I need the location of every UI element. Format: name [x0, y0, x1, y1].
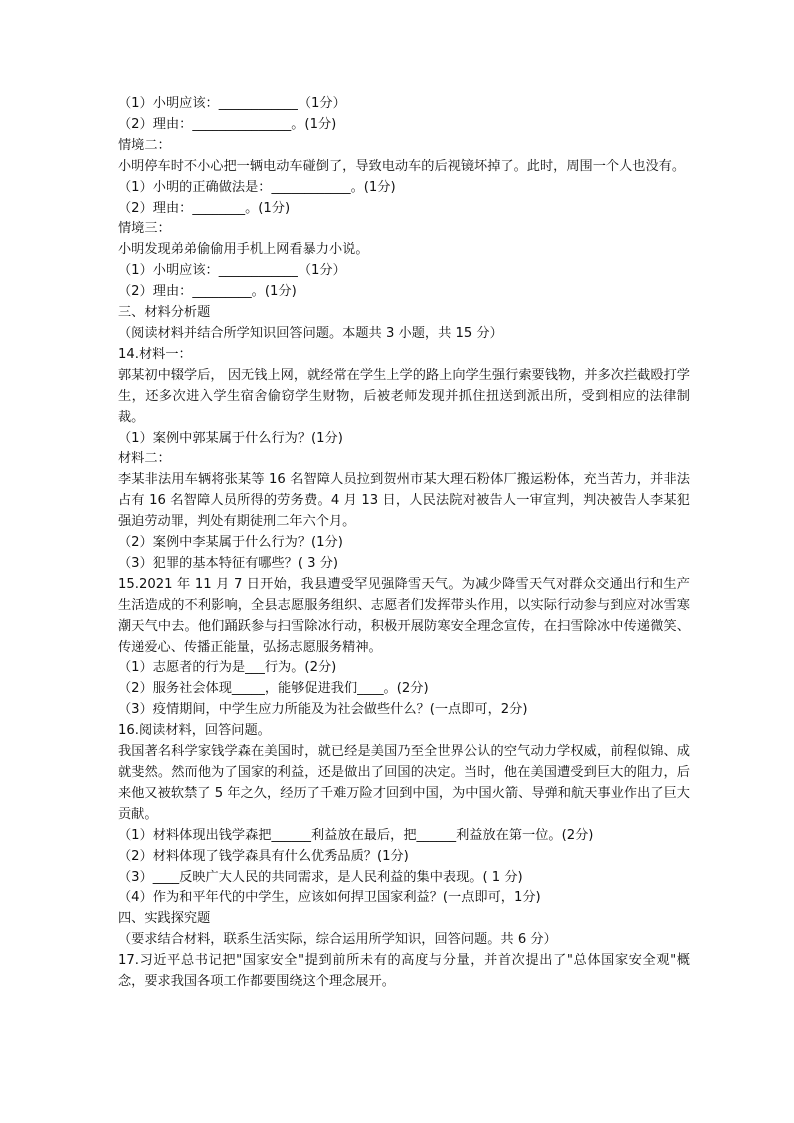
text-line: （1）小明应该：____________（1分）	[118, 96, 346, 111]
text-line: （2）理由：_________。(1分)	[118, 284, 297, 300]
text-line: （3）疫情期间，中学生应力所能及为社会做些什么？(一点即可，2分)	[118, 702, 528, 718]
paragraph: 17.习近平总书记把"国家安全"提到前所未有的高度与分量，并首次提出了"总体国家安全观"概念，要求我国各项工作都要围绕这个理念展开。	[118, 953, 690, 990]
text-line: 三、材料分析题	[118, 305, 211, 321]
text-line: （2）服务社会体现_____，能够促进我们____。(2分)	[118, 681, 429, 697]
text-line: （1）志愿者的行为是___行为。(2分)	[118, 660, 337, 676]
text-line: （4）作为和平年代的中学生，应该如何捍卫国家利益？(一点即可，1分)	[118, 890, 541, 906]
text-line: （3）____反映广大人民的共同需求，是人民利益的集中表现。( 1 分)	[118, 869, 523, 885]
text-line: （要求结合材料，联系生活实际，综合运用所学知识，回答问题。共 6 分）	[118, 932, 557, 948]
text-line: 情境二：	[118, 137, 171, 153]
paragraph: 15.2021 年 11 月 7 日开始，我县遭受罕见强降雪天气。为减少降雪天气对群众交通出行和生产生活造成的不利影响，全县志愿服务组织、志愿者们发挥带头作用，以实际行动参与到应对冰雪寒潮天气中去。他们踊跃参与扫雪除冰行动，积极开展防寒安全理念宣传，在扫雪除冰中传递微笑、传递爱心、传播正能量，弘扬志愿服务精神。	[118, 576, 690, 655]
document-page	[118, 94, 690, 993]
text-line: （2）案例中李某属于什么行为？(1分)	[118, 535, 343, 551]
paragraph: 李某非法用车辆将张某等 16 名智障人员拉到贺州市某大理石粉体厂搬运粉体，充当苦力，并非法占有 16 名智障人员所得的劳务费。4 月 13 日，人民法院对被告人一审宣判，判决被告人李某犯强迫劳动罪，判处有期徒刑二年六个月。	[118, 472, 690, 530]
text-line: （2）理由：_______________。(1分)	[118, 116, 337, 132]
text-line: （1）案例中郭某属于什么行为？(1分)	[118, 430, 343, 446]
paragraph: 郭某初中辍学后， 因无钱上网，就经常在学生上学的路上向学生强行索要钱物，并多次拦截殴打学生，还多次进入学生宿舍偷窃学生财物，后被老师发现并抓住扭送到派出所，受到相应的法律制裁。	[118, 367, 690, 425]
text-line: （2）理由：________。(1分)	[118, 200, 291, 216]
text-line: （1）小明的正确做法是：____________。(1分)	[118, 179, 396, 195]
text-line: 情境三：	[118, 221, 171, 237]
text-line: （阅读材料并结合所学知识回答问题。本题共 3 小题，共 15 分）	[118, 325, 503, 341]
text-line: （2）材料体现了钱学森具有什么优秀品质？(1分)	[118, 848, 409, 864]
text-line: 14.材料一：	[118, 346, 192, 362]
text-line: （3）犯罪的基本特征有哪些？( 3 分)	[118, 555, 339, 571]
text-line: 四、实践探究题	[118, 911, 211, 927]
text-line: 小明发现弟弟偷偷用手机上网看暴力小说。	[118, 242, 369, 258]
text-line: 16.阅读材料，回答问题。	[118, 723, 271, 739]
text-line: （1）小明应该：____________（1分）	[118, 263, 346, 279]
paragraph: 我国著名科学家钱学森在美国时，就已经是美国乃至全世界公认的空气动力学权威，前程似锦、成就斐然。然而他为了国家的利益，还是做出了回国的决定。当时，他在美国遭受到巨大的阻力，后来他又被软禁了 5 年之久，经历了千难万险才回到中国，为中国火箭、导弹和航天事业作出了巨大贡献。	[118, 744, 690, 822]
text-line: （1）材料体现出钱学森把______利益放在最后，把______利益放在第一位。(2分)	[118, 827, 594, 843]
text-line: 材料二：	[118, 451, 171, 467]
paragraph: 小明停车时不小心把一辆电动车碰倒了，导致电动车的后视镜坏掉了。此时，周围一个人也没有。	[118, 158, 686, 174]
